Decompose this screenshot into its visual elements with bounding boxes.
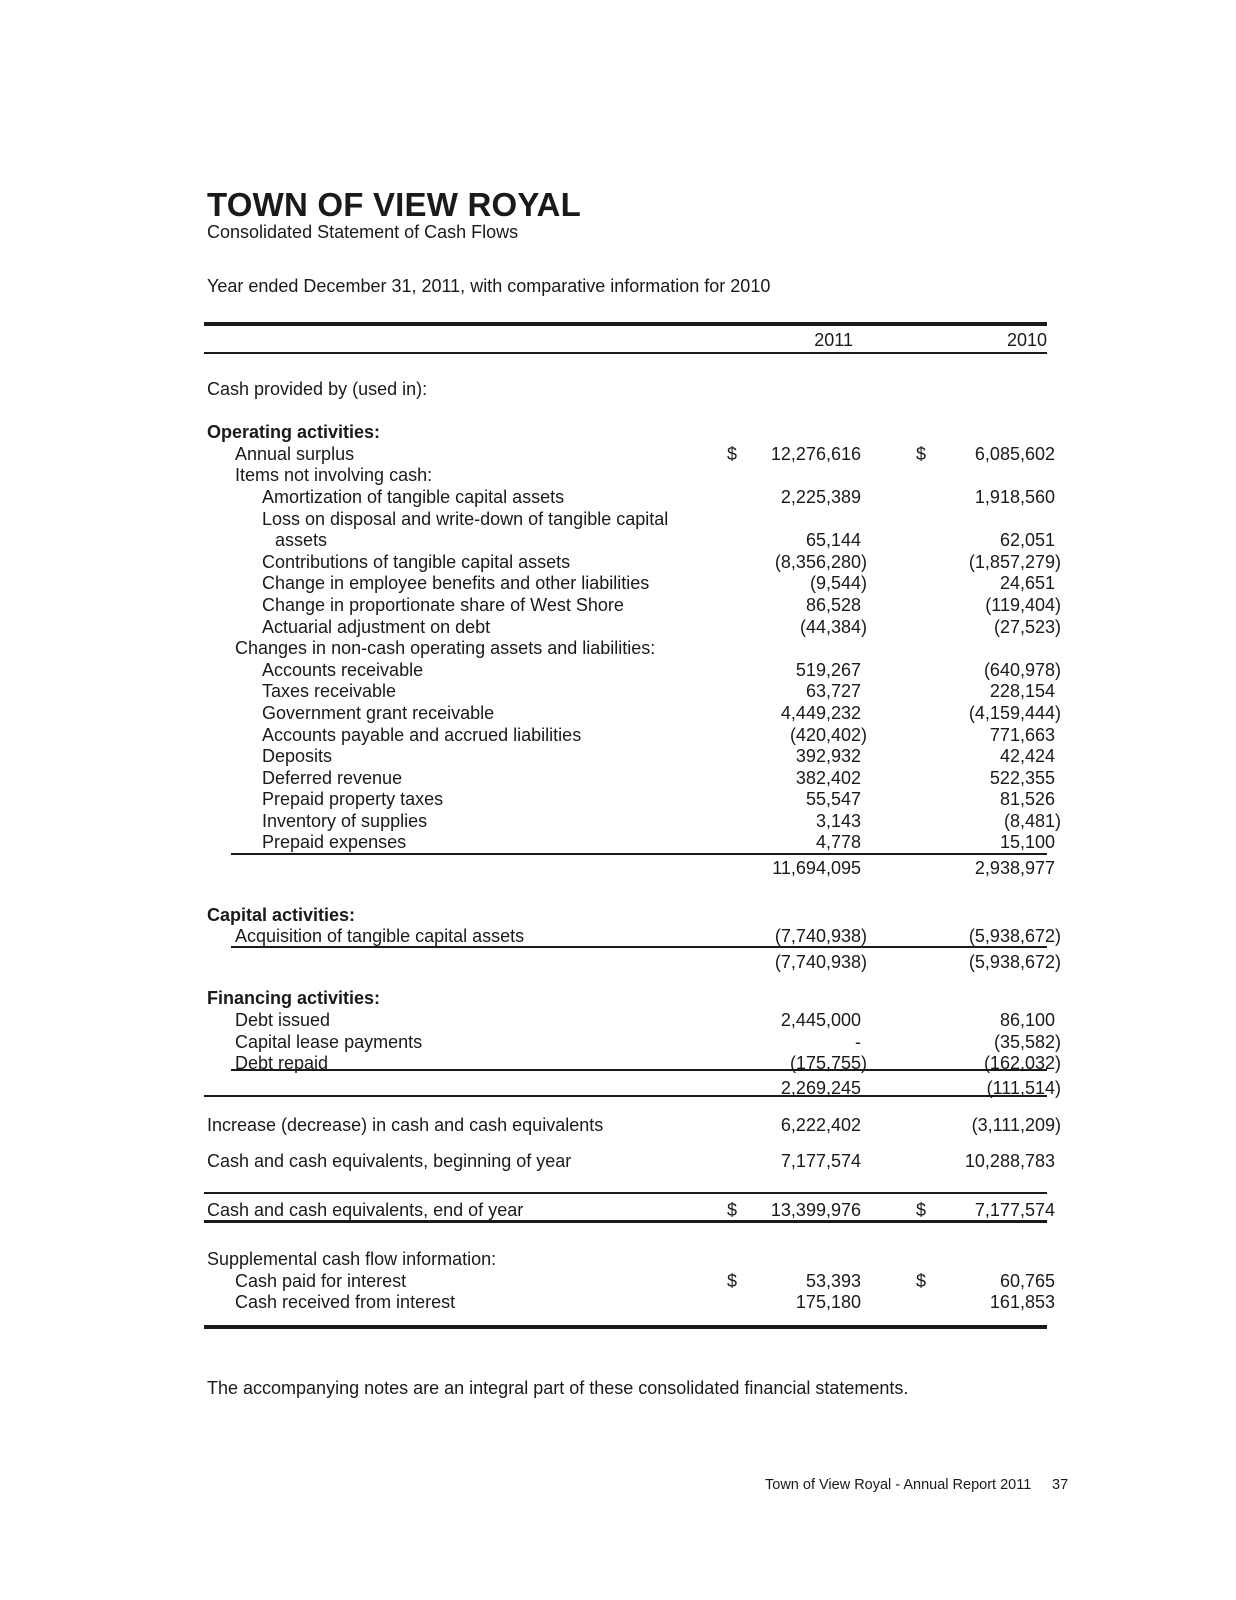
row-label: Deposits <box>262 746 333 767</box>
value-2010: 60,765 <box>999 1270 1055 1291</box>
row-label: Change in employee benefits and other liabilities <box>262 573 650 594</box>
table-row <box>207 1249 1069 1271</box>
value-2011: 4,449,232 <box>780 702 861 723</box>
statement-note: The accompanying notes are an integral part of these consolidated financial statements. <box>207 1378 909 1398</box>
row-label: Change in proportionate share of West Shore <box>262 594 624 615</box>
row-label: Cash received from interest <box>235 1292 456 1313</box>
value-2010: (119,404) <box>985 594 1061 615</box>
table-row <box>207 487 1069 509</box>
table-row <box>207 573 1069 595</box>
table-row <box>207 530 1069 552</box>
section-heading-financing <box>207 988 1069 1010</box>
subtotal-row-operating <box>207 858 1069 880</box>
value-2011: 11,694,095 <box>772 858 861 879</box>
value-2010: 15,100 <box>999 832 1055 853</box>
value-2011: 86,528 <box>805 594 861 615</box>
table-row <box>207 768 1069 790</box>
table-row <box>207 1292 1069 1314</box>
column-header-2011: 2011 <box>814 330 853 350</box>
value-2011: (175,755) <box>789 1053 867 1074</box>
value-2010: (35,582) <box>993 1031 1061 1052</box>
table-row <box>207 1032 1069 1054</box>
row-label: Increase (decrease) in cash and cash equivalents <box>207 1115 604 1136</box>
table-row <box>207 725 1069 747</box>
value-2011: 2,269,245 <box>780 1077 861 1098</box>
row-label: Inventory of supplies <box>262 810 428 831</box>
table-row <box>207 638 1069 660</box>
value-2011: 392,932 <box>795 746 861 767</box>
ending-balance-row <box>207 1200 1069 1222</box>
currency-symbol: $ <box>727 1199 738 1220</box>
row-label: Cash and cash equivalents, beginning of year <box>207 1151 572 1171</box>
table-row <box>207 1053 1069 1075</box>
value-2010: (5,938,672) <box>968 926 1061 947</box>
value-2010: 2,938,977 <box>974 858 1055 879</box>
value-2010: 161,853 <box>989 1292 1055 1313</box>
table-row <box>207 379 1069 401</box>
document-subtitle: Consolidated Statement of Cash Flows <box>207 222 519 242</box>
value-2011: (7,740,938) <box>774 926 867 947</box>
section-heading-operating <box>207 422 1069 444</box>
table-bottom-rule <box>204 1325 1047 1329</box>
value-2011: 7,177,574 <box>780 1151 861 1171</box>
table-row <box>207 703 1069 725</box>
row-label: Debt issued <box>235 1010 331 1031</box>
value-2010: (3,111,209) <box>971 1115 1061 1136</box>
row-label: assets <box>275 530 328 551</box>
row-label: Taxes receivable <box>262 681 397 702</box>
value-2011: (7,740,938) <box>774 951 867 972</box>
row-label: Actuarial adjustment on debt <box>262 616 491 637</box>
row-label: Loss on disposal and write-down of tangible capital <box>262 508 669 529</box>
currency-symbol: $ <box>727 1270 738 1291</box>
table-row <box>207 444 1069 466</box>
value-2010: (162,032) <box>983 1053 1061 1074</box>
row-label: Contributions of tangible capital assets <box>262 551 571 572</box>
value-2010: (5,938,672) <box>968 951 1061 972</box>
value-2011: - <box>855 1031 861 1052</box>
value-2011: 6,222,402 <box>780 1115 861 1136</box>
currency-symbol: $ <box>916 443 927 464</box>
document-title: TOWN OF VIEW ROYAL <box>207 186 581 223</box>
footer-text: Town of View Royal - Annual Report 2011 <box>765 1477 1032 1493</box>
table-row <box>207 926 1069 948</box>
table-row <box>207 617 1069 639</box>
value-2011: (420,402) <box>789 724 867 745</box>
value-2010: (1,857,279) <box>968 551 1061 572</box>
currency-symbol: $ <box>916 1199 927 1220</box>
row-label: Prepaid expenses <box>262 832 407 853</box>
page-number: 37 <box>1052 1477 1069 1493</box>
value-2010: 7,177,574 <box>974 1199 1055 1220</box>
row-label: Capital activities: <box>207 904 356 925</box>
value-2011: 53,393 <box>805 1270 861 1291</box>
table-row <box>207 595 1069 617</box>
value-2011: 12,276,616 <box>770 443 861 464</box>
value-2010: 86,100 <box>999 1010 1055 1031</box>
subtotal-row-financing <box>207 1078 1069 1100</box>
row-label: Items not involving cash: <box>235 465 433 486</box>
value-2010: (27,523) <box>993 616 1061 637</box>
table-row <box>207 1271 1069 1293</box>
row-label: Deferred revenue <box>262 767 403 788</box>
row-label: Financing activities: <box>207 988 381 1009</box>
value-2010: 81,526 <box>999 789 1055 810</box>
currency-symbol: $ <box>727 443 738 464</box>
row-label: Cash paid for interest <box>235 1270 407 1291</box>
value-2011: 519,267 <box>795 659 861 680</box>
row-label: Cash provided by (used in): <box>207 379 428 399</box>
value-2011: (44,384) <box>799 616 867 637</box>
value-2011: 2,445,000 <box>780 1010 861 1031</box>
subtotal-row-capital <box>207 952 1069 974</box>
value-2011: 13,399,976 <box>770 1199 861 1220</box>
table-row <box>207 832 1069 854</box>
row-label: Prepaid property taxes <box>262 789 444 810</box>
value-2011: 2,225,389 <box>780 486 861 507</box>
value-2011: 63,727 <box>805 681 861 702</box>
table-row <box>207 811 1069 833</box>
value-2011: 55,547 <box>805 789 861 810</box>
row-label: Amortization of tangible capital assets <box>262 486 565 507</box>
value-2010: 771,663 <box>989 724 1055 745</box>
value-2010: 522,355 <box>989 767 1055 788</box>
value-2011: (9,544) <box>809 573 867 594</box>
section-heading-capital <box>207 905 1069 927</box>
table-row <box>207 746 1069 768</box>
currency-symbol: $ <box>916 1270 927 1291</box>
value-2010: 228,154 <box>989 681 1055 702</box>
value-2010: (640,978) <box>983 659 1061 680</box>
value-2011: 382,402 <box>795 767 861 788</box>
row-label: Accounts receivable <box>262 659 424 680</box>
row-label: Operating activities: <box>207 422 381 443</box>
row-label: Government grant receivable <box>262 702 495 723</box>
table-row <box>207 681 1069 703</box>
table-row <box>207 1010 1069 1032</box>
table-row <box>207 1115 1069 1137</box>
table-row <box>207 552 1069 574</box>
value-2010: 42,424 <box>999 746 1055 767</box>
row-label: Debt repaid <box>235 1053 329 1074</box>
value-2010: 62,051 <box>999 530 1055 551</box>
table-row <box>207 1151 1069 1173</box>
value-2010: (4,159,444) <box>968 702 1061 723</box>
value-2011: 4,778 <box>815 832 861 853</box>
value-2010: 24,651 <box>999 573 1055 594</box>
table-row <box>207 789 1069 811</box>
value-2010: 10,288,783 <box>964 1151 1055 1171</box>
column-header-2010: 2010 <box>1006 330 1047 350</box>
value-2010: (8,481) <box>1003 810 1061 831</box>
row-label: Capital lease payments <box>235 1031 423 1052</box>
value-2011: 65,144 <box>805 530 861 551</box>
row-label: Supplemental cash flow information: <box>207 1249 497 1270</box>
value-2011: 175,180 <box>795 1292 861 1313</box>
value-2010: 1,918,560 <box>974 486 1055 507</box>
row-label: Cash and cash equivalents, end of year <box>207 1199 524 1220</box>
table-row <box>207 660 1069 682</box>
reporting-period: Year ended December 31, 2011, with comparative information for 2010 <box>207 276 771 296</box>
value-2011: 3,143 <box>815 810 861 831</box>
value-2010: (111,514) <box>986 1077 1061 1098</box>
value-2011: (8,356,280) <box>774 551 867 572</box>
row-label: Changes in non-cash operating assets and liabilities: <box>235 638 656 659</box>
cash-flow-statement <box>207 325 1069 1314</box>
row-label: Accounts payable and accrued liabilities <box>262 724 582 745</box>
row-label: Annual surplus <box>235 443 355 464</box>
row-label: Acquisition of tangible capital assets <box>235 926 525 947</box>
value-2010: 6,085,602 <box>974 443 1055 464</box>
table-row <box>207 509 1069 531</box>
column-header-row <box>207 325 1069 351</box>
table-row <box>207 465 1069 487</box>
